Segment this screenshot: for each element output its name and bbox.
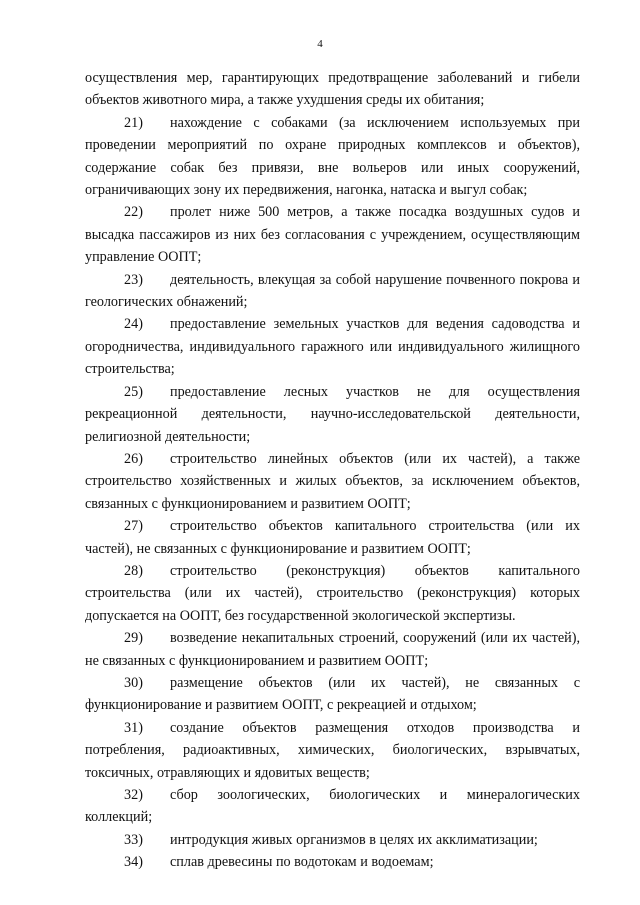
item-text: деятельность, влекущая за собой нарушение почвенного покрова и геологических обнажений; xyxy=(85,271,580,311)
list-item xyxy=(85,448,580,515)
item-number: 29) xyxy=(124,630,143,647)
item-text: возведение некапитальных строений, сооружений (или их частей), не связанных с функционированием и развитием ООПТ; xyxy=(85,630,580,669)
item-text: нахождение с собаками (за исключением используемых при проведении мероприятий по охране природных комплексов и объектов), содержание собак без привязи, вне вольеров или иных сооружений, ограничивающих зону их передвижения, нагонка, натаска и выгул собак; xyxy=(85,114,580,199)
item-text: размещение объектов (или их частей), не связанных с функционирование и развитием ООПТ, с рекреацией и отдыхом; xyxy=(85,674,580,714)
item-text: предоставление земельных участков для ведения садоводства и огородничества, индивидуального гаражного или индивидуального жилищного строительства; xyxy=(85,316,580,378)
list-item xyxy=(85,560,580,627)
item-text: сплав древесины по водотокам и водоемам; xyxy=(170,854,434,871)
list-item xyxy=(85,717,580,784)
item-number: 34) xyxy=(124,854,143,871)
list-item xyxy=(85,201,580,268)
item-number: 26) xyxy=(124,450,143,467)
list-item xyxy=(85,381,580,448)
item-text: строительство объектов капитального строительства (или их частей), не связанных с функционирование и развитием ООПТ; xyxy=(85,518,580,557)
list-item xyxy=(85,269,580,314)
item-text: строительство линейных объектов (или их частей), а также строительство хозяйственных и жилых объектов, за исключением объектов, связанных с функционированием и развитием ООПТ; xyxy=(85,450,580,512)
item-text: создание объектов размещения отходов производства и потребления, радиоактивных, химических, биологических, взрывчатых, токсичных, отравляющих и ядовитых веществ; xyxy=(85,719,580,781)
list-item xyxy=(85,851,580,873)
list-item xyxy=(85,515,580,560)
list-item xyxy=(85,784,580,829)
item-number: 28) xyxy=(124,562,143,579)
intro-paragraph: осуществления мер, гарантирующих предотвращение заболеваний и гибели объектов животного мира, а также ухудшения среды их обитания; xyxy=(85,70,580,109)
list-item xyxy=(85,829,580,851)
item-text: пролет ниже 500 метров, а также посадка воздушных судов и высадка пассажиров из них без согласования с учреждением, осуществляющим управление ООПТ; xyxy=(85,204,580,266)
page-number: 4 xyxy=(317,38,323,50)
item-number: 27) xyxy=(124,518,143,535)
item-number: 33) xyxy=(124,831,143,848)
item-number: 21) xyxy=(124,114,143,131)
item-number: 30) xyxy=(124,674,143,691)
item-text: сбор зоологических, биологических и минералогических коллекций; xyxy=(85,787,580,826)
item-number: 22) xyxy=(124,204,143,221)
item-text: строительство (реконструкция) объектов капитального строительства (или их частей), строительство (реконструкция) которых допускается на ООПТ, без государственной экологической экспертизы. xyxy=(85,562,580,624)
item-number: 24) xyxy=(124,316,143,333)
item-number: 25) xyxy=(124,383,143,400)
document-body xyxy=(85,67,580,874)
item-number: 32) xyxy=(124,787,143,803)
item-text: предоставление лесных участков не для осуществления рекреационной деятельности, научно-исследовательской деятельности, религиозной деятельности; xyxy=(85,383,580,445)
item-text: интродукция живых организмов в целях их акклиматизации; xyxy=(170,831,538,848)
list-item xyxy=(85,112,580,202)
list-item xyxy=(85,627,580,672)
item-number: 23) xyxy=(124,271,143,288)
item-number: 31) xyxy=(124,719,143,736)
list-item xyxy=(85,672,580,717)
list-item xyxy=(85,313,580,380)
